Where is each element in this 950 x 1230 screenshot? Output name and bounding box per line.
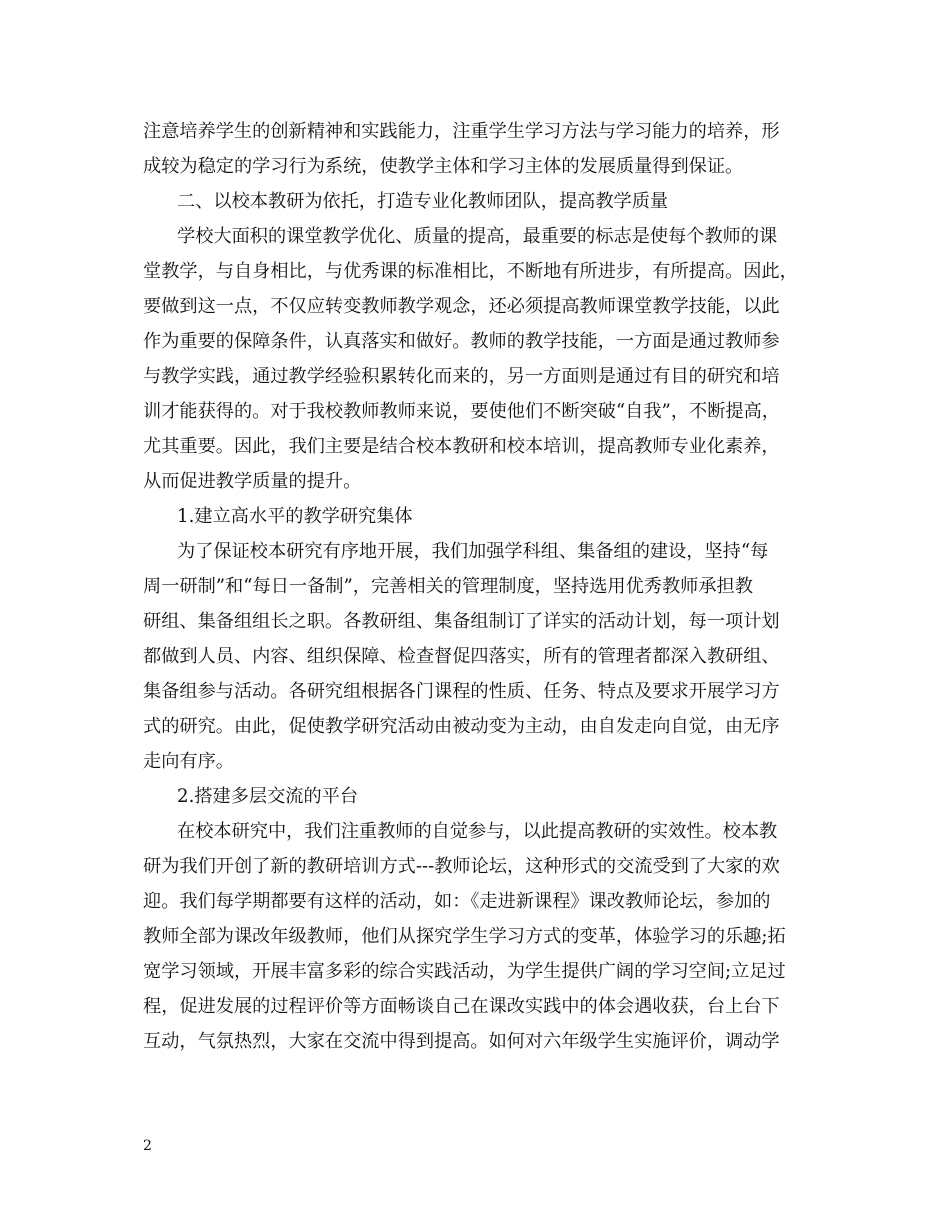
text-line: 周一研制”和“每日一备制”，完善相关的管理制度，坚持选用优秀教师承担教: [143, 576, 753, 597]
text-line: 为了保证校本研究有序地开展，我们加强学科组、集备组的建设，坚持“每: [177, 541, 769, 562]
section-heading: 二、以校本教研为依托，打造专业化教师团队，提高教学质量: [177, 191, 669, 212]
text-line: 作为重要的保障条件，认真落实和做好。教师的教学技能，一方面是通过教师参: [143, 331, 780, 352]
text-line: 集备组参与活动。各研究组根据各门课程的性质、任务、特点及要求开展学习方: [143, 681, 780, 702]
text-line: 成较为稳定的学习行为系统，使教学主体和学习主体的发展质量得到保证。: [143, 156, 744, 177]
text-line: 宽学习领域，开展丰富多彩的综合实践活动，为学生提供广阔的学习空间;立足过: [143, 961, 786, 982]
page-number: 2: [143, 1138, 152, 1154]
text-line: 式的研究。由此，促使教学研究活动由被动变为主动，由自发走向自觉，由无序: [143, 716, 780, 737]
text-line: 要做到这一点，不仅应转变教师教学观念，还必须提高教师课堂教学技能，以此: [143, 296, 780, 317]
text-line: 尤其重要。因此，我们主要是结合校本教研和校本培训，提高教师专业化素养，: [143, 436, 780, 457]
text-line: 注意培养学生的创新精神和实践能力，注重学生学习方法与学习能力的培养，形: [143, 121, 780, 142]
text-line: 研组、集备组组长之职。各教研组、集备组制订了详实的活动计划，每一项计划: [143, 611, 780, 632]
text-line: 都做到人员、内容、组织保障、检查督促四落实，所有的管理者都深入教研组、: [143, 646, 780, 667]
text-line: 教师全部为课改年级教师，他们从探究学生学习方式的变革，体验学习的乐趣;拓: [143, 926, 786, 947]
text-line: 互动，气氛热烈，大家在交流中得到提高。如何对六年级学生实施评价，调动学: [143, 1031, 780, 1052]
text-line: 走向有序。: [143, 751, 234, 772]
text-line: 在校本研究中，我们注重教师的自觉参与，以此提高教研的实效性。校本教: [177, 821, 778, 842]
text-line: 从而促进教学质量的提升。: [143, 471, 362, 492]
subsection-heading: 2.搭建多层交流的平台: [177, 786, 359, 807]
text-line: 堂教学，与自身相比，与优秀课的标准相比，不断地有所进步，有所提高。因此，: [143, 261, 798, 282]
text-line: 训才能获得的。对于我校教师教师来说，要使他们不断突破“自我”，不断提高，: [143, 401, 780, 422]
text-line: 学校大面积的课堂教学优化、质量的提高，最重要的标志是使每个教师的课: [177, 226, 778, 247]
text-line: 程，促进发展的过程评价等方面畅谈自己在课改实践中的体会遇收获，台上台下: [143, 996, 780, 1017]
text-line: 与教学实践，通过教学经验积累转化而来的，另一方面则是通过有目的研究和培: [143, 366, 780, 387]
text-line: 迎。我们每学期都要有这样的活动，如：《走进新课程》课改教师论坛，参加的: [143, 891, 771, 912]
subsection-heading: 1.建立高水平的教学研究集体: [177, 506, 413, 527]
text-line: 研为我们开创了新的教研培训方式---教师论坛，这种形式的交流受到了大家的欢: [143, 856, 780, 877]
